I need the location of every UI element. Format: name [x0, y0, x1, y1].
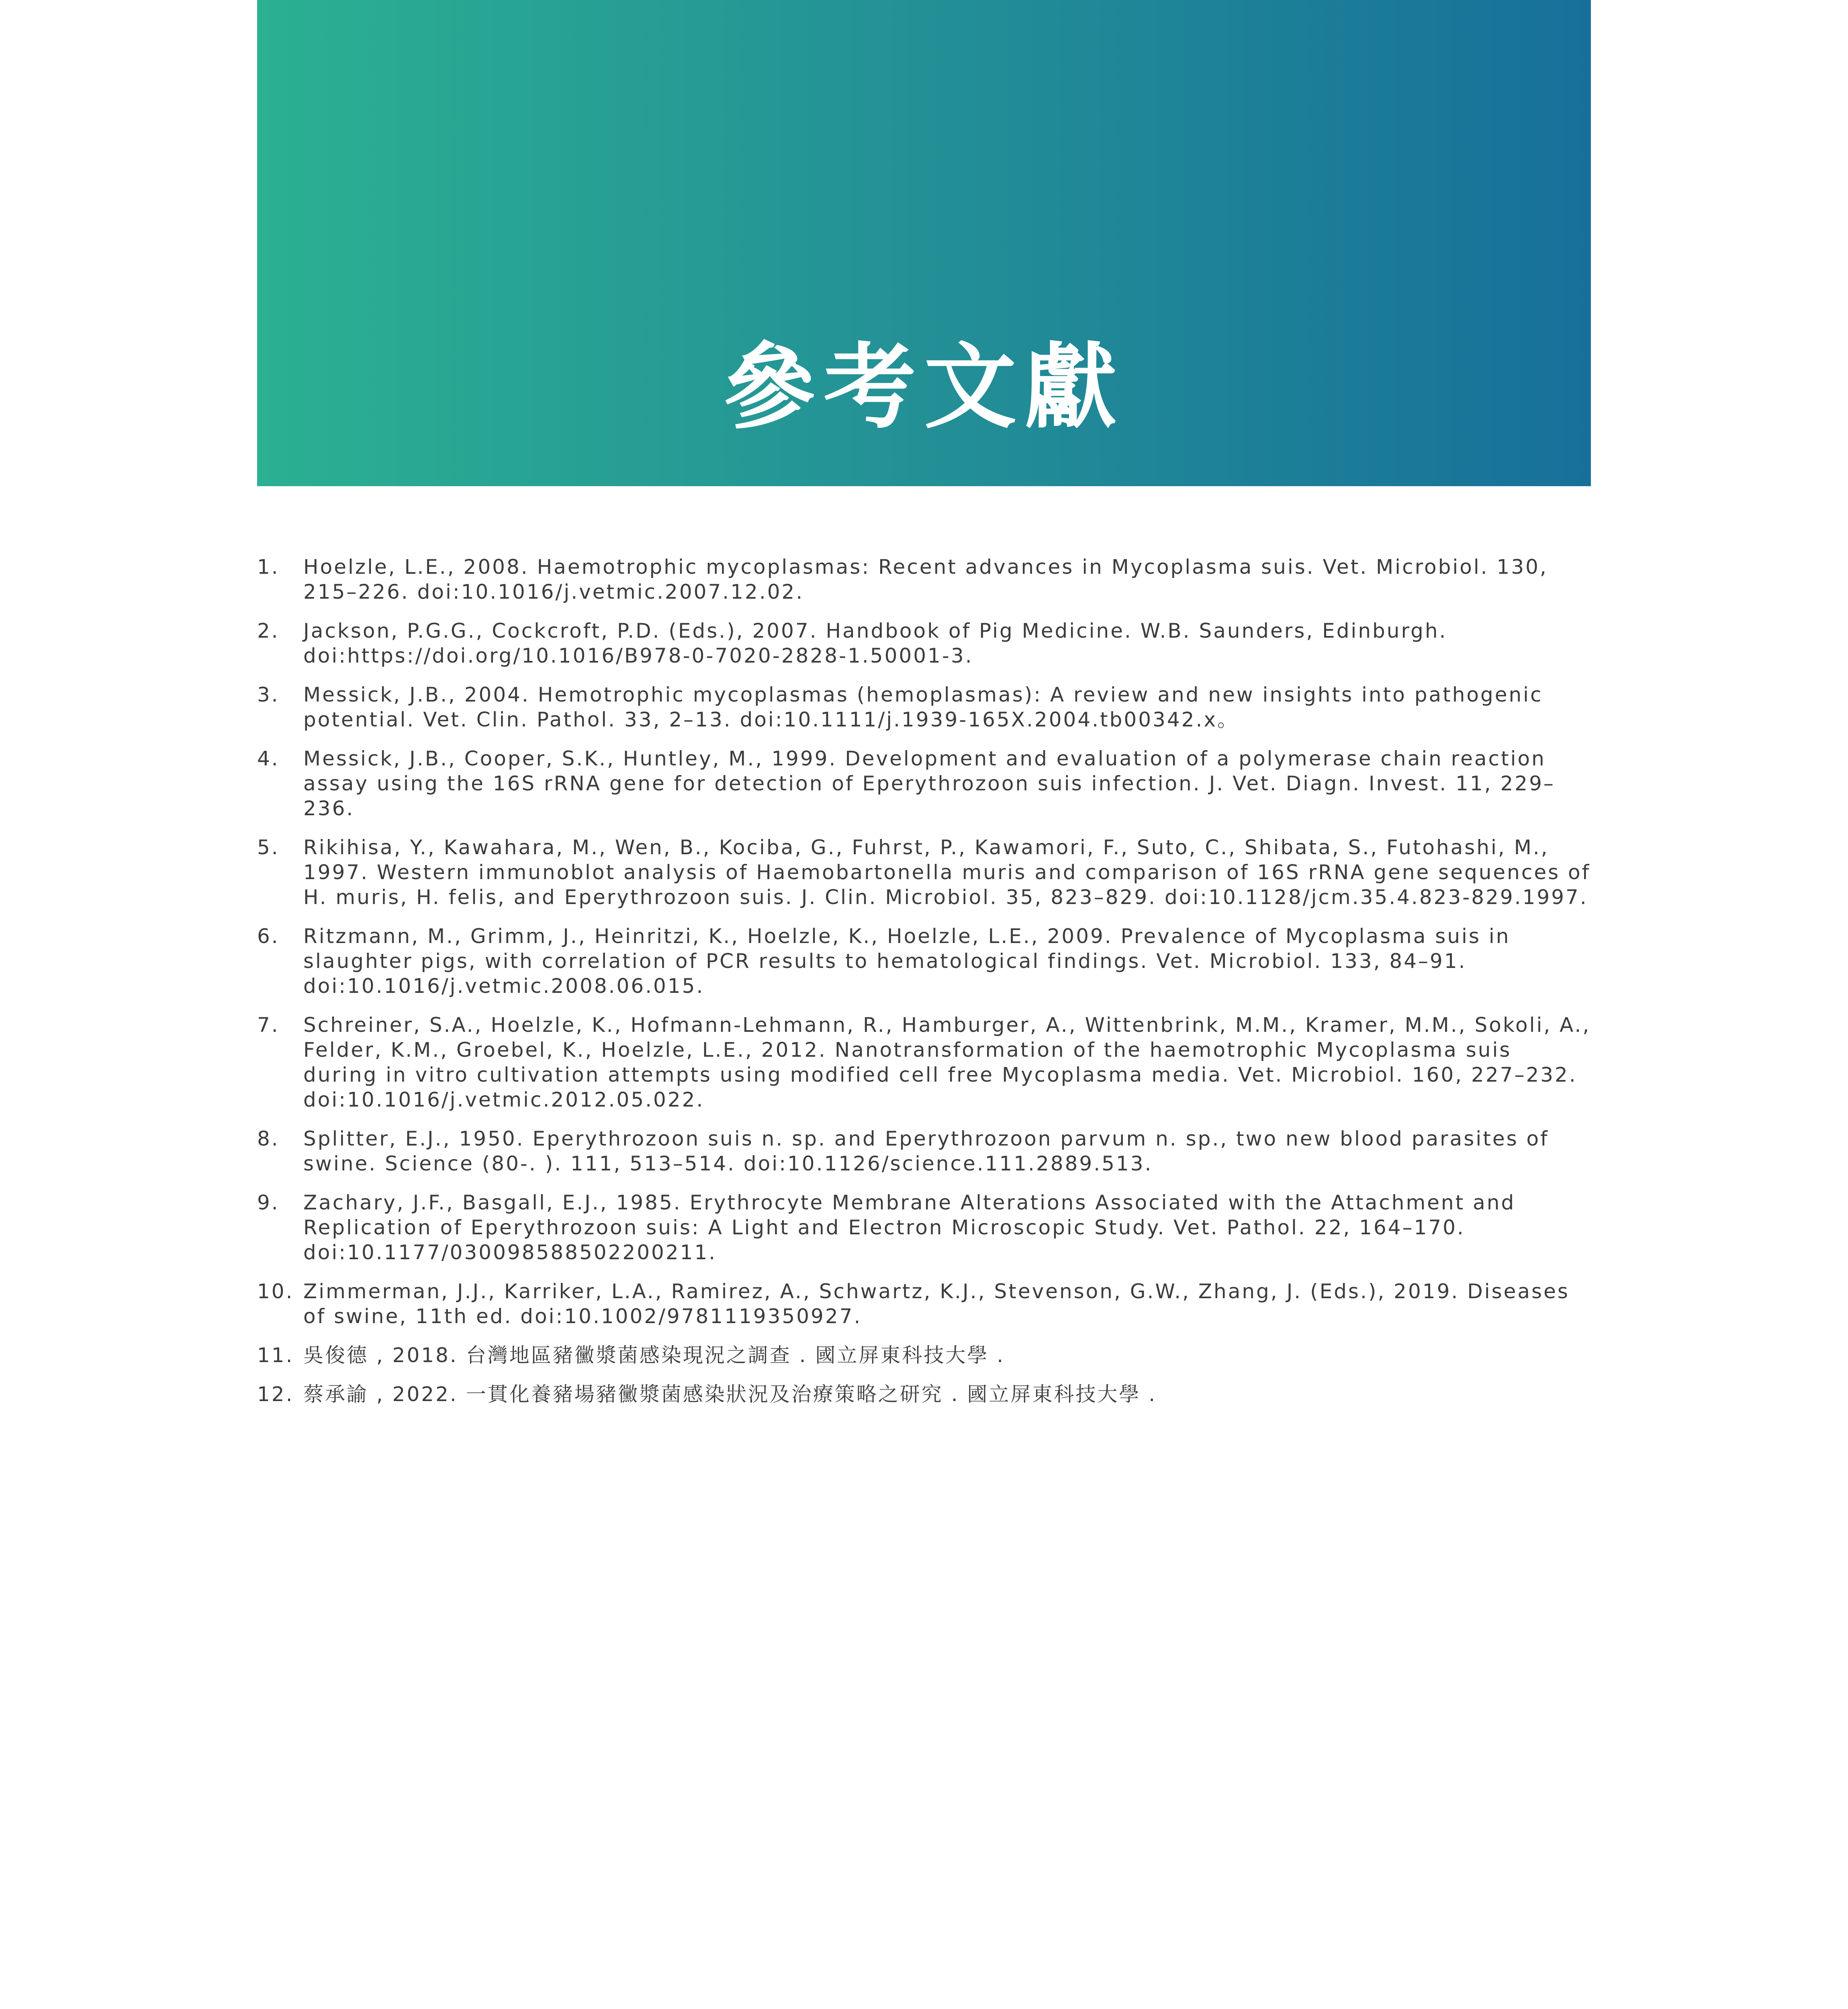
reference-text: Messick, J.B., Cooper, S.K., Huntley, M., 1999. Development and evaluation of a polymerase chain reaction assay using the 16S rRNA gene for detection of Eperythrozoon suis infection. J. Vet. Diagn. Invest. 11, 229–236. — [303, 747, 1555, 820]
reference-item — [257, 618, 1591, 668]
reference-text: Ritzmann, M., Grimm, J., Heinritzi, K., Hoelzle, K., Hoelzle, L.E., 2009. Prevalence of Mycoplasma suis in slaughter pigs, with correlation of PCR results to hematological findings. Vet. Microbiol. 133, 84–91. doi:10.1016/j.vetmic.2008.06.015. — [303, 925, 1511, 998]
reference-number: 1. — [257, 555, 280, 579]
reference-number: 10. — [257, 1280, 294, 1303]
reference-number: 4. — [257, 747, 280, 770]
reference-item — [257, 1126, 1591, 1176]
header-banner — [257, 0, 1591, 486]
reference-text: Splitter, E.J., 1950. Eperythrozoon suis n. sp. and Eperythrozoon parvum n. sp., two new blood parasites of swine. Science (80-. ). 111, 513–514. doi:10.1126/science.111.2889.513. — [303, 1127, 1549, 1175]
reference-item — [257, 1343, 1591, 1368]
reference-item — [257, 1190, 1591, 1265]
reference-text: Zachary, J.F., Basgall, E.J., 1985. Erythrocyte Membrane Alterations Associated with the Attachment and Replication of Eperythrozoon suis: A Light and Electron Microscopic Study. Vet. Pathol. 22, 164–170. doi:10.1177/030098588502200211. — [303, 1191, 1516, 1264]
reference-text: 吳俊德 , 2018. 台灣地區豬黴漿菌感染現況之調查 . 國立屏東科技大學 . — [303, 1344, 1005, 1367]
reference-number: 7. — [257, 1013, 280, 1037]
reference-number: 2. — [257, 619, 280, 642]
reference-text: Messick, J.B., 2004. Hemotrophic mycoplasmas (hemoplasmas): A review and new insights into pathogenic potential. Vet. Clin. Pathol. 33, 2–13. doi:10.1111/j.1939-165X.2004.tb00342.x。 — [303, 683, 1543, 731]
reference-text: Jackson, P.G.G., Cockcroft, P.D. (Eds.), 2007. Handbook of Pig Medicine. W.B. Saunders, Edinburgh. doi:https://doi.org/10.1016/B978-0-7020-2828-1.50001-3. — [303, 619, 1447, 667]
reference-number: 3. — [257, 683, 280, 706]
reference-number: 8. — [257, 1127, 280, 1150]
reference-number: 5. — [257, 836, 280, 859]
reference-item — [257, 746, 1591, 821]
reference-number: 12. — [257, 1383, 294, 1406]
reference-item — [257, 682, 1591, 732]
reference-text: Rikihisa, Y., Kawahara, M., Wen, B., Kociba, G., Fuhrst, P., Kawamori, F., Suto, C., Shibata, S., Futohashi, M., 1997. Western immunoblot analysis of Haemobartonella muris and comparison of 16S rRNA gene sequences of H. muris, H. felis, and Eperythrozoon suis. J. Clin. Microbiol. 35, 823–829. doi:10.1128/jcm.35.4.823-829.1997. — [303, 836, 1591, 909]
reference-number: 6. — [257, 925, 280, 948]
reference-text: 蔡承諭 , 2022. 一貫化養豬場豬黴漿菌感染狀況及治療策略之研究 . 國立屏東科技大學 . — [303, 1383, 1157, 1406]
reference-list — [257, 554, 1591, 1421]
reference-item — [257, 1382, 1591, 1407]
reference-item — [257, 835, 1591, 910]
reference-text: Hoelzle, L.E., 2008. Haemotrophic mycoplasmas: Recent advances in Mycoplasma suis. Vet. Microbiol. 130, 215–226. doi:10.1016/j.vetmic.2007.12.02. — [303, 555, 1548, 604]
reference-text: Schreiner, S.A., Hoelzle, K., Hofmann-Lehmann, R., Hamburger, A., Wittenbrink, M.M., Kramer, M.M., Sokoli, A., Felder, K.M., Groebel, K., Hoelzle, L.E., 2012. Nanotransformation of the haemotrophic Mycoplasma suis during in vitro cultivation attempts using modified cell free Mycoplasma media. Vet. Microbiol. 160, 227–232. doi:10.1016/j.vetmic.2012.05.022. — [303, 1013, 1591, 1111]
reference-item — [257, 924, 1591, 998]
reference-text: Zimmerman, J.J., Karriker, L.A., Ramirez, A., Schwartz, K.J., Stevenson, G.W., Zhang, J. (Eds.), 2019. Diseases of swine, 11th ed. doi:10.1002/9781119350927. — [303, 1280, 1570, 1328]
reference-item — [257, 1013, 1591, 1112]
reference-number: 11. — [257, 1344, 294, 1367]
reference-item — [257, 554, 1591, 604]
page-title: 參考文獻 — [723, 334, 1125, 441]
reference-item — [257, 1279, 1591, 1329]
reference-number: 9. — [257, 1191, 280, 1214]
